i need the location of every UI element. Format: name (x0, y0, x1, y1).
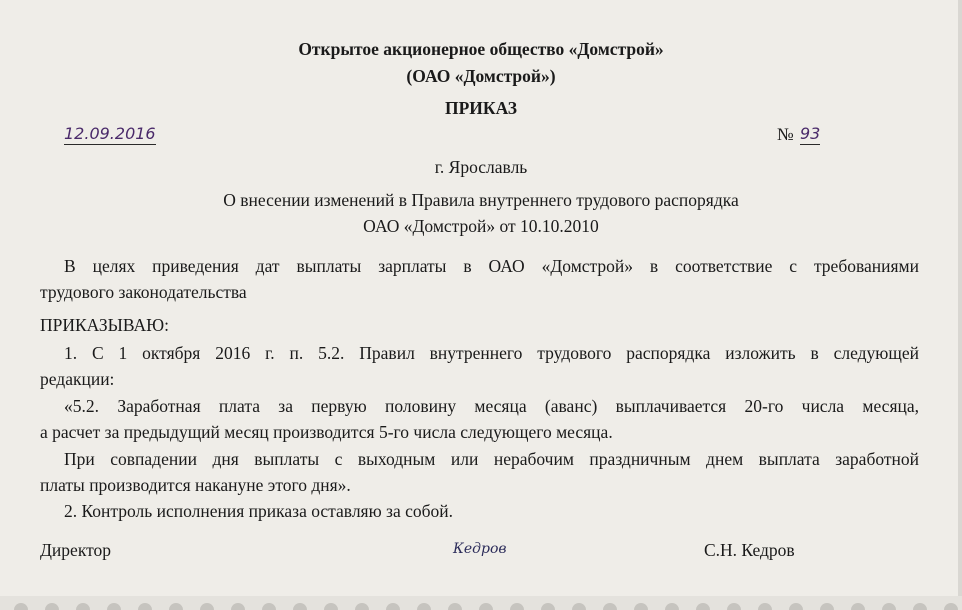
perforation-hole (603, 603, 617, 610)
perforation-hole (572, 603, 586, 610)
perforation-hole (169, 603, 183, 610)
order-word-text: ПРИКАЗЫВАЮ: (40, 315, 169, 335)
perforation-hole (634, 603, 648, 610)
perforation-hole (696, 603, 710, 610)
org-short-name: (ОАО «Домстрой») (406, 66, 556, 86)
doc-title: ПРИКАЗ (444, 98, 518, 118)
quote-paragraph-1 (40, 393, 919, 445)
perforation-hole (944, 603, 958, 610)
subject-line-2: ОАО «Домстрой» от 10.10.2010 (363, 216, 599, 236)
perforation-hole (665, 603, 679, 610)
item-1 (40, 340, 919, 392)
perforation-hole (107, 603, 121, 610)
perforation-hole (417, 603, 431, 610)
preamble-line-2: трудового законодательства (40, 282, 247, 302)
perforation-hole (76, 603, 90, 610)
signer-name: С.Н. Кедров (704, 540, 795, 560)
order-number (800, 124, 820, 144)
preamble-line-1: В целях приведения дат выплаты зарплаты в ОАО «Домстрой» в соответствие с требованиями (64, 256, 919, 276)
subject-line-1: О внесении изменений в Правила внутреннего трудового распорядка (223, 190, 739, 210)
quote-1-line-2: а расчет за предыдущий месяц производится 5-го числа следующего месяца. (40, 422, 613, 442)
perforation-hole (324, 603, 338, 610)
perforation-hole (820, 603, 834, 610)
perforation-hole (386, 603, 400, 610)
item-1-line-2: редакции: (40, 369, 115, 389)
perforation-hole (541, 603, 555, 610)
perforation-hole (851, 603, 865, 610)
org-name: Открытое акционерное общество «Домстрой» (298, 39, 664, 59)
perforation-hole (913, 603, 927, 610)
perforation-hole (355, 603, 369, 610)
item-2 (40, 498, 919, 524)
order-number-value: 93 (800, 124, 821, 143)
signer-position: Директор (40, 540, 112, 560)
perforation-hole (882, 603, 896, 610)
perforation-hole (231, 603, 245, 610)
perforation-hole (293, 603, 307, 610)
perforation-hole (45, 603, 59, 610)
perforation-hole (758, 603, 772, 610)
item-2-text: 2. Контроль исполнения приказа оставляю за собой. (64, 501, 454, 521)
perforation-hole (789, 603, 803, 610)
perforation-hole (448, 603, 462, 610)
city: г. Ярославль (434, 157, 528, 177)
preamble (40, 253, 919, 305)
order-date (64, 124, 156, 144)
quote-paragraph-2 (40, 446, 919, 498)
perforation-hole (200, 603, 214, 610)
quote-1-line-1: «5.2. Заработная плата за первую половину месяца (аванс) выплачивается 20-го числа месяца, (64, 396, 919, 416)
perforation-hole (479, 603, 493, 610)
perforation-hole (14, 603, 28, 610)
page-edge (958, 0, 962, 610)
perforation-hole (727, 603, 741, 610)
order-word (40, 312, 919, 338)
quote-2-line-2: платы производится накануне этого дня». (40, 475, 351, 495)
order-number-label: № (777, 124, 794, 144)
perforation-hole (262, 603, 276, 610)
perforated-edge (0, 596, 962, 610)
perforation-hole (510, 603, 524, 610)
handwritten-signature: Кедров (453, 541, 507, 557)
order-date-value: 12.09.2016 (64, 124, 156, 143)
perforation-hole (138, 603, 152, 610)
item-1-line-1: 1. С 1 октября 2016 г. п. 5.2. Правил внутреннего трудового распорядка изложить в следующей (64, 343, 919, 363)
quote-2-line-1: При совпадении дня выплаты с выходным или нерабочим праздничным днем выплата заработной (64, 449, 919, 469)
